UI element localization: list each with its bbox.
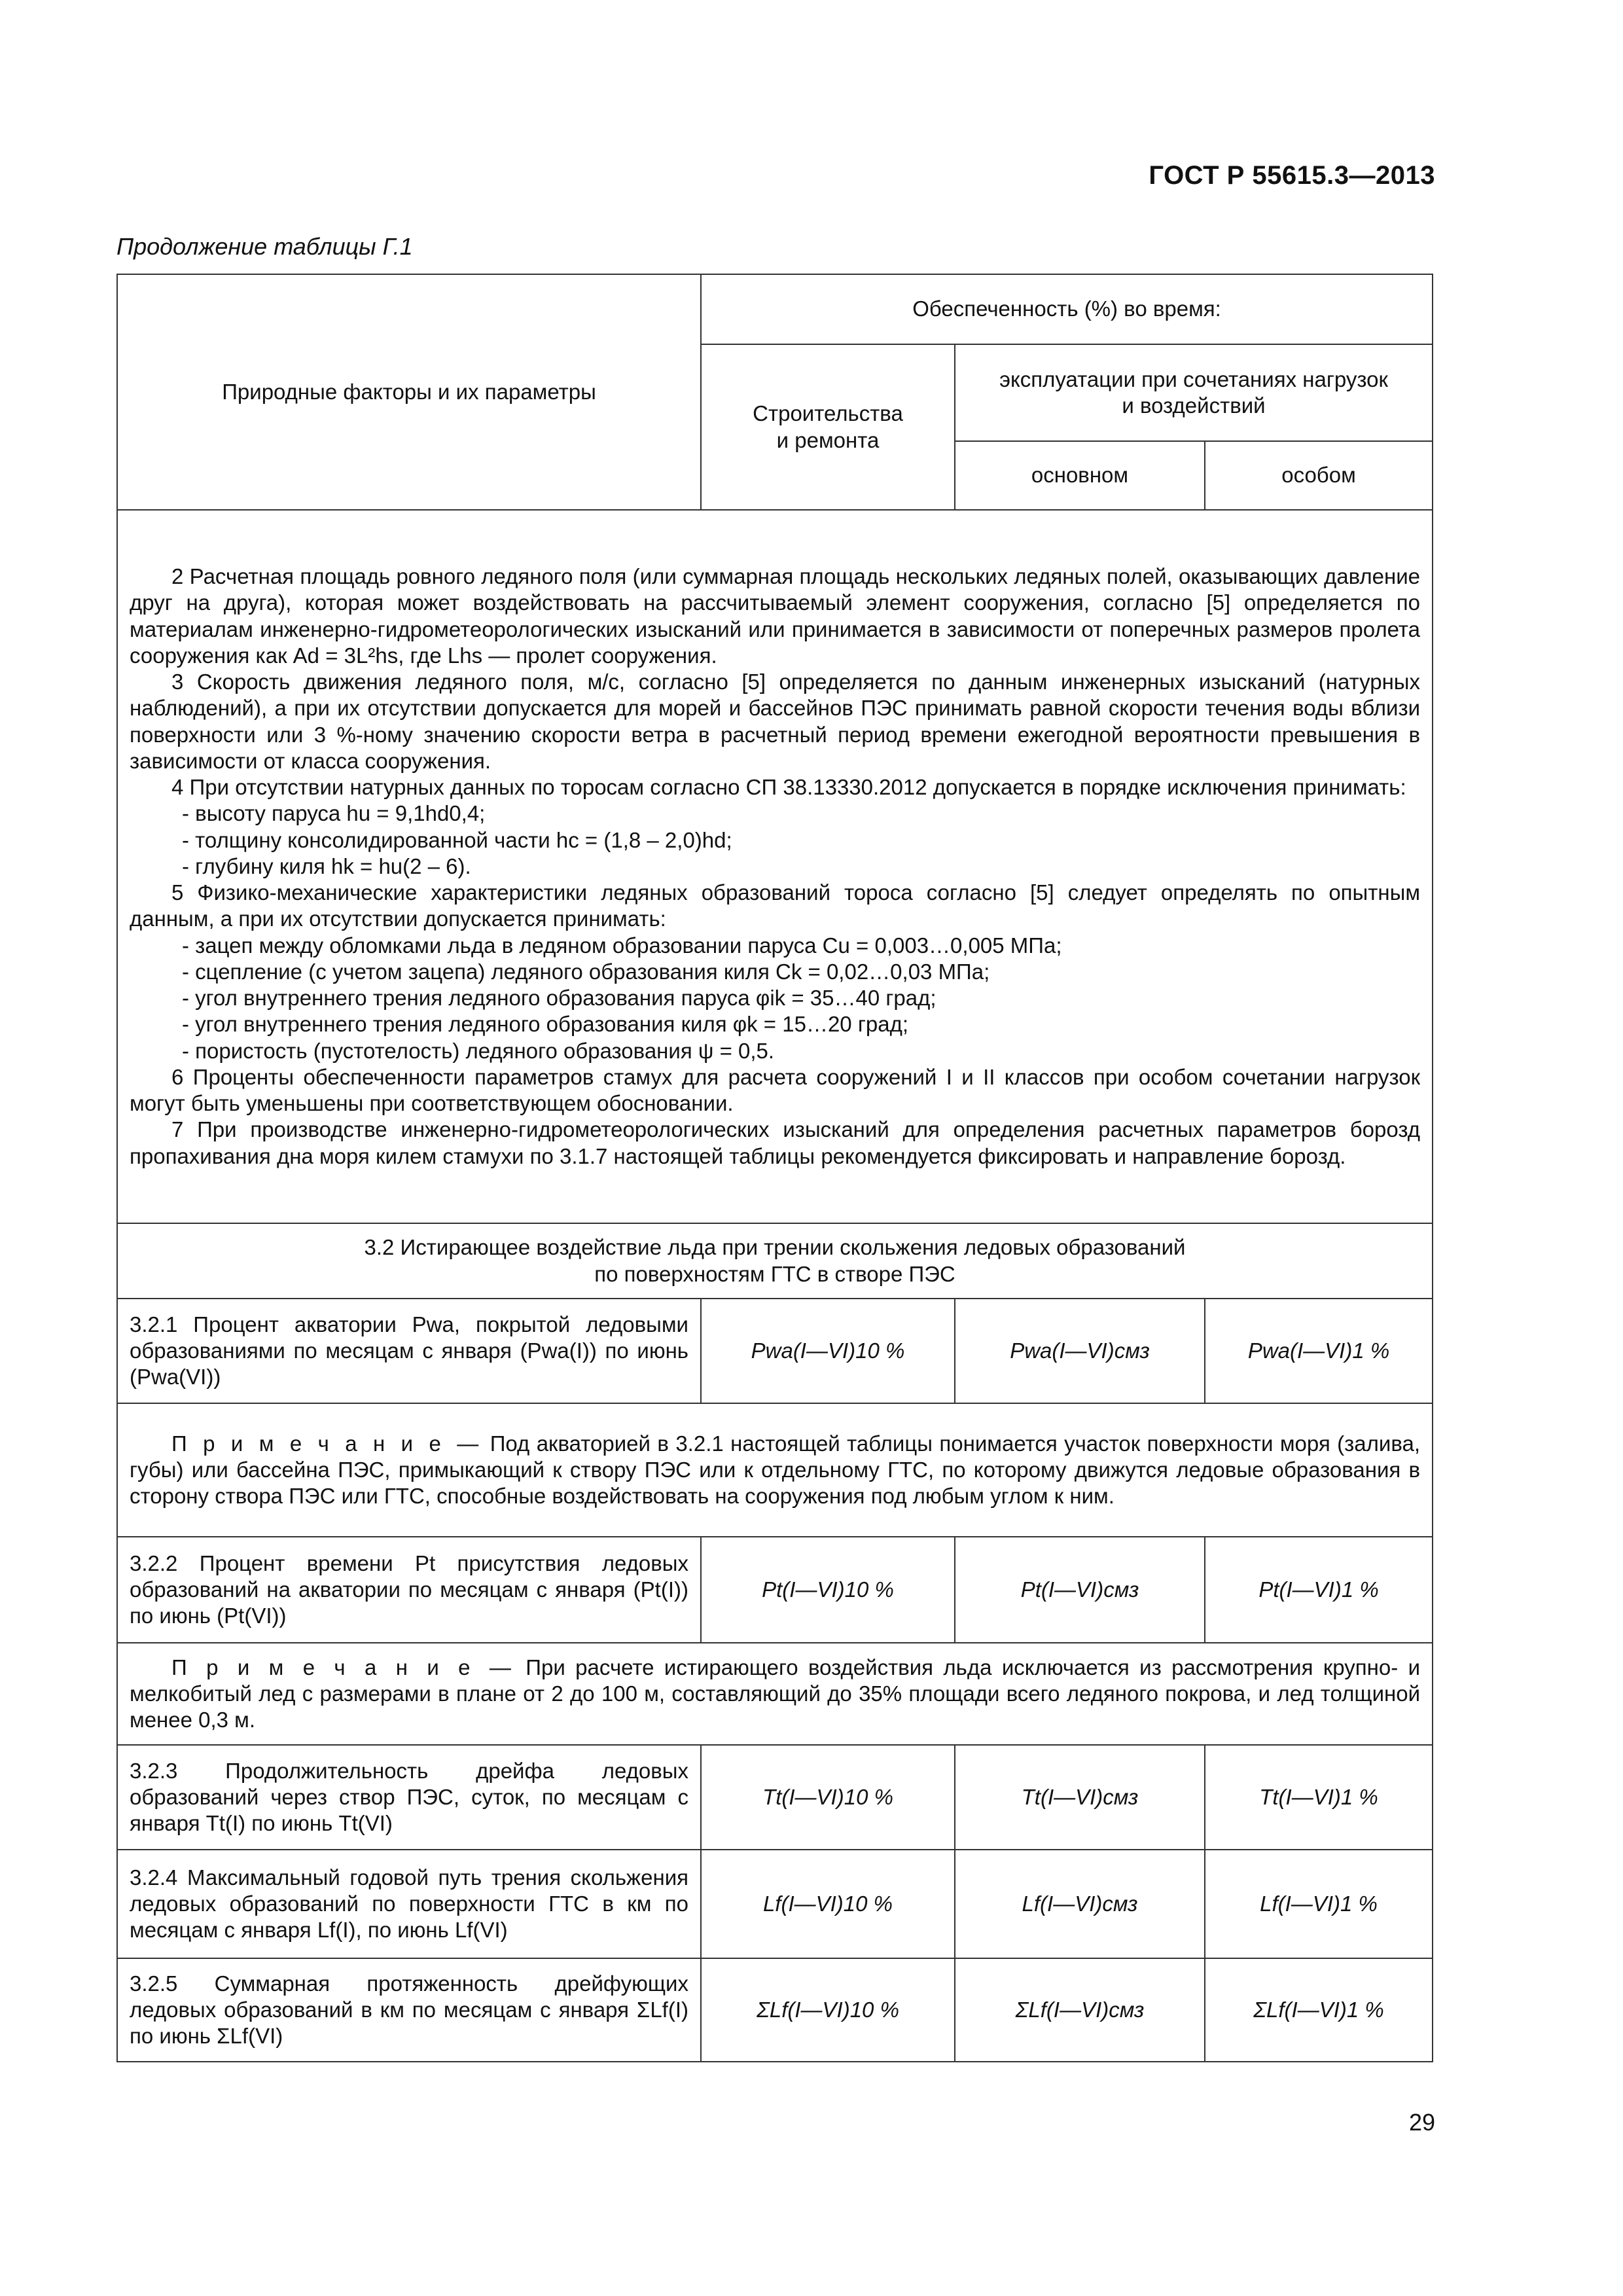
note-paragraph: 4 При отсутствии натурных данных по торосам согласно СП 38.13330.2012 допускается в порядке исключения принимать: [171,775,1406,800]
header-construction-line1: Строительства [753,401,903,426]
note-row [117,1643,1433,1745]
notes-row [117,510,1433,1223]
value-basic: Pt(I—VI)смз [955,1537,1205,1643]
header-security: Обеспеченность (%) во время: [701,274,1433,344]
table-row [117,1299,1433,1403]
param-cell: 3.2.4 Максимальный годовой путь трения скольжения ледовых образований по поверхности ГТС в км по месяцам с января Lf(I), по июнь Lf(VI) [117,1850,701,1958]
table-row [117,1850,1433,1958]
section-heading-line2: по поверхностям ГТС в створе ПЭС [594,1261,955,1286]
table-row [117,1745,1433,1850]
note-cell [117,1643,1433,1745]
header-basic: основном [955,441,1205,510]
header-row-1 [117,274,1433,344]
note-paragraph: 6 Проценты обеспеченности параметров стамух для расчета сооружений I и II классов при особом сочетании нагрузок могут быть уменьшены при соответствующем обосновании. [130,1064,1421,1116]
note-row [117,1403,1433,1537]
value-construction: Lf(I—VI)10 % [701,1850,955,1958]
value-basic: Tt(I—VI)смз [955,1745,1205,1850]
note-text [130,1431,1420,1510]
note-body: Под акваторией в 3.2.1 настоящей таблицы понимается участок поверхности моря (залива, губы) или бассейна ПЭС, примыкающий к створу ПЭС или к отдельному ГТС, по которому движутся ледовые образования в сторону створа ПЭС или ГТС, способные воздействовать на сооружения под любым углом к ним. [130,1431,1421,1509]
note-list-item: - высоту паруса hu = 9,1hd0,4; [182,801,486,826]
note-label: П р и м е ч а н и е — [171,1431,484,1456]
table-continuation-caption: Продолжение таблицы Г.1 [116,233,413,260]
document-code: ГОСТ Р 55615.3—2013 [1149,161,1435,190]
value-construction: Tt(I—VI)10 % [701,1745,955,1850]
param-cell: 3.2.3 Продолжительность дрейфа ледовых образований через створ ПЭС, суток, по месяцам с января Tt(I) по июнь Tt(VI) [117,1745,701,1850]
value-special: Pwa(I—VI)1 % [1205,1299,1433,1403]
note-list-item: - угол внутреннего трения ледяного образования паруса φik = 35…40 град; [182,986,936,1011]
note-paragraph: 2 Расчетная площадь ровного ледяного поля (или суммарная площадь нескольких ледяных полей, оказывающих давление друг на друга), которая может воздействовать на рассчитываемый элемент сооружения, согласно [5] определяется по материалам инженерно-гидрометеорологических изысканий или принимается в зависимости от поперечных размеров пролета сооружения как Ad = 3L²hs, где Lhs — пролет сооружения. [130,564,1421,668]
factors-table [116,274,1433,2062]
value-basic: Lf(I—VI)смз [955,1850,1205,1958]
page-number: 29 [1408,2109,1435,2136]
note-list-item: - сцепление (с учетом зацепа) ледяного образования киля Ck = 0,02…0,03 МПа; [182,959,990,984]
value-special: Pt(I—VI)1 % [1205,1537,1433,1643]
note-cell [117,1403,1433,1537]
value-construction: ΣLf(I—VI)10 % [701,1958,955,2062]
note-paragraph: 3 Скорость движения ледяного поля, м/с, согласно [5] определяется по данным инженерных изысканий (натурных наблюдений), а при их отсутствии допускается для морей и бассейнов ПЭС принимать равной скорости течения воды вблизи поверхности или 3 %-ному значению скорости ветра в расчетный период времени ежегодной вероятности превышения в зависимости от класса сооружения. [130,670,1421,773]
section-3-2-heading [117,1223,1433,1299]
value-basic: Pwa(I—VI)смз [955,1299,1205,1403]
notes-block [117,510,1433,1223]
note-paragraph: 5 Физико-механические характеристики ледяных образований тороса согласно [5] следует определять по опытным данным, а при их отсутствии допускается принимать: [130,880,1421,931]
section-heading-row [117,1223,1433,1299]
note-list-item: - глубину киля hk = hu(2 – 6). [182,853,471,878]
note-list-item: - угол внутреннего трения ледяного образования киля φk = 15…20 град; [182,1012,908,1037]
header-operation-line1: эксплуатации при сочетаниях нагрузок [999,367,1388,391]
value-special: Tt(I—VI)1 % [1205,1745,1433,1850]
note-list-item: - пористость (пустотелость) ледяного образования ψ = 0,5. [182,1038,775,1063]
note-text [130,1655,1420,1734]
section-heading-line1: 3.2 Истирающее воздействие льда при трении скольжения ледовых образований [364,1235,1186,1260]
header-construction [701,344,955,510]
header-operation [955,344,1433,441]
note-paragraph: 7 При производстве инженерно-гидрометеорологических изысканий для определения расчетных параметров борозд пропахивания дна моря килем стамухи по 3.1.7 настоящей таблицы рекомендуется фиксировать и направление борозд. [130,1117,1421,1168]
value-special: Lf(I—VI)1 % [1205,1850,1433,1958]
param-cell: 3.2.2 Процент времени Pt присутствия ледовых образований на акватории по месяцам с января (Pt(I)) по июнь (Pt(VI)) [117,1537,701,1643]
table-row [117,1958,1433,2062]
note-body: При расчете истирающего воздействия льда исключается из рассмотрения крупно- и мелкобитый лед с размерами в плане от 2 до 100 м, составляющий до 35% площади всего ледяного покрова, и лед толщиной менее 0,3 м. [130,1655,1421,1732]
value-basic: ΣLf(I—VI)смз [955,1958,1205,2062]
header-special: особом [1205,441,1433,510]
header-operation-line2: и воздействий [1122,393,1266,418]
value-construction: Pt(I—VI)10 % [701,1537,955,1643]
header-factors: Природные факторы и их параметры [117,274,701,510]
note-list-item: - зацеп между обломками льда в ледяном образовании паруса Cu = 0,003…0,005 МПа; [182,933,1062,958]
header-construction-line2: и ремонта [776,427,880,452]
value-special: ΣLf(I—VI)1 % [1205,1958,1433,2062]
note-label: П р и м е ч а н и е — [171,1655,516,1679]
note-list-item: - толщину консолидированной части hc = (1,8 – 2,0)hd; [182,827,732,852]
value-construction: Pwa(I—VI)10 % [701,1299,955,1403]
table-row [117,1537,1433,1643]
param-cell: 3.2.1 Процент акватории Pwa, покрытой ледовыми образованиями по месяцам с января (Pwa(I)) по июнь (Pwa(VI)) [117,1299,701,1403]
param-cell: 3.2.5 Суммарная протяженность дрейфующих ледовых образований в км по месяцам с января ΣLf(I) по июнь ΣLf(VI) [117,1958,701,2062]
